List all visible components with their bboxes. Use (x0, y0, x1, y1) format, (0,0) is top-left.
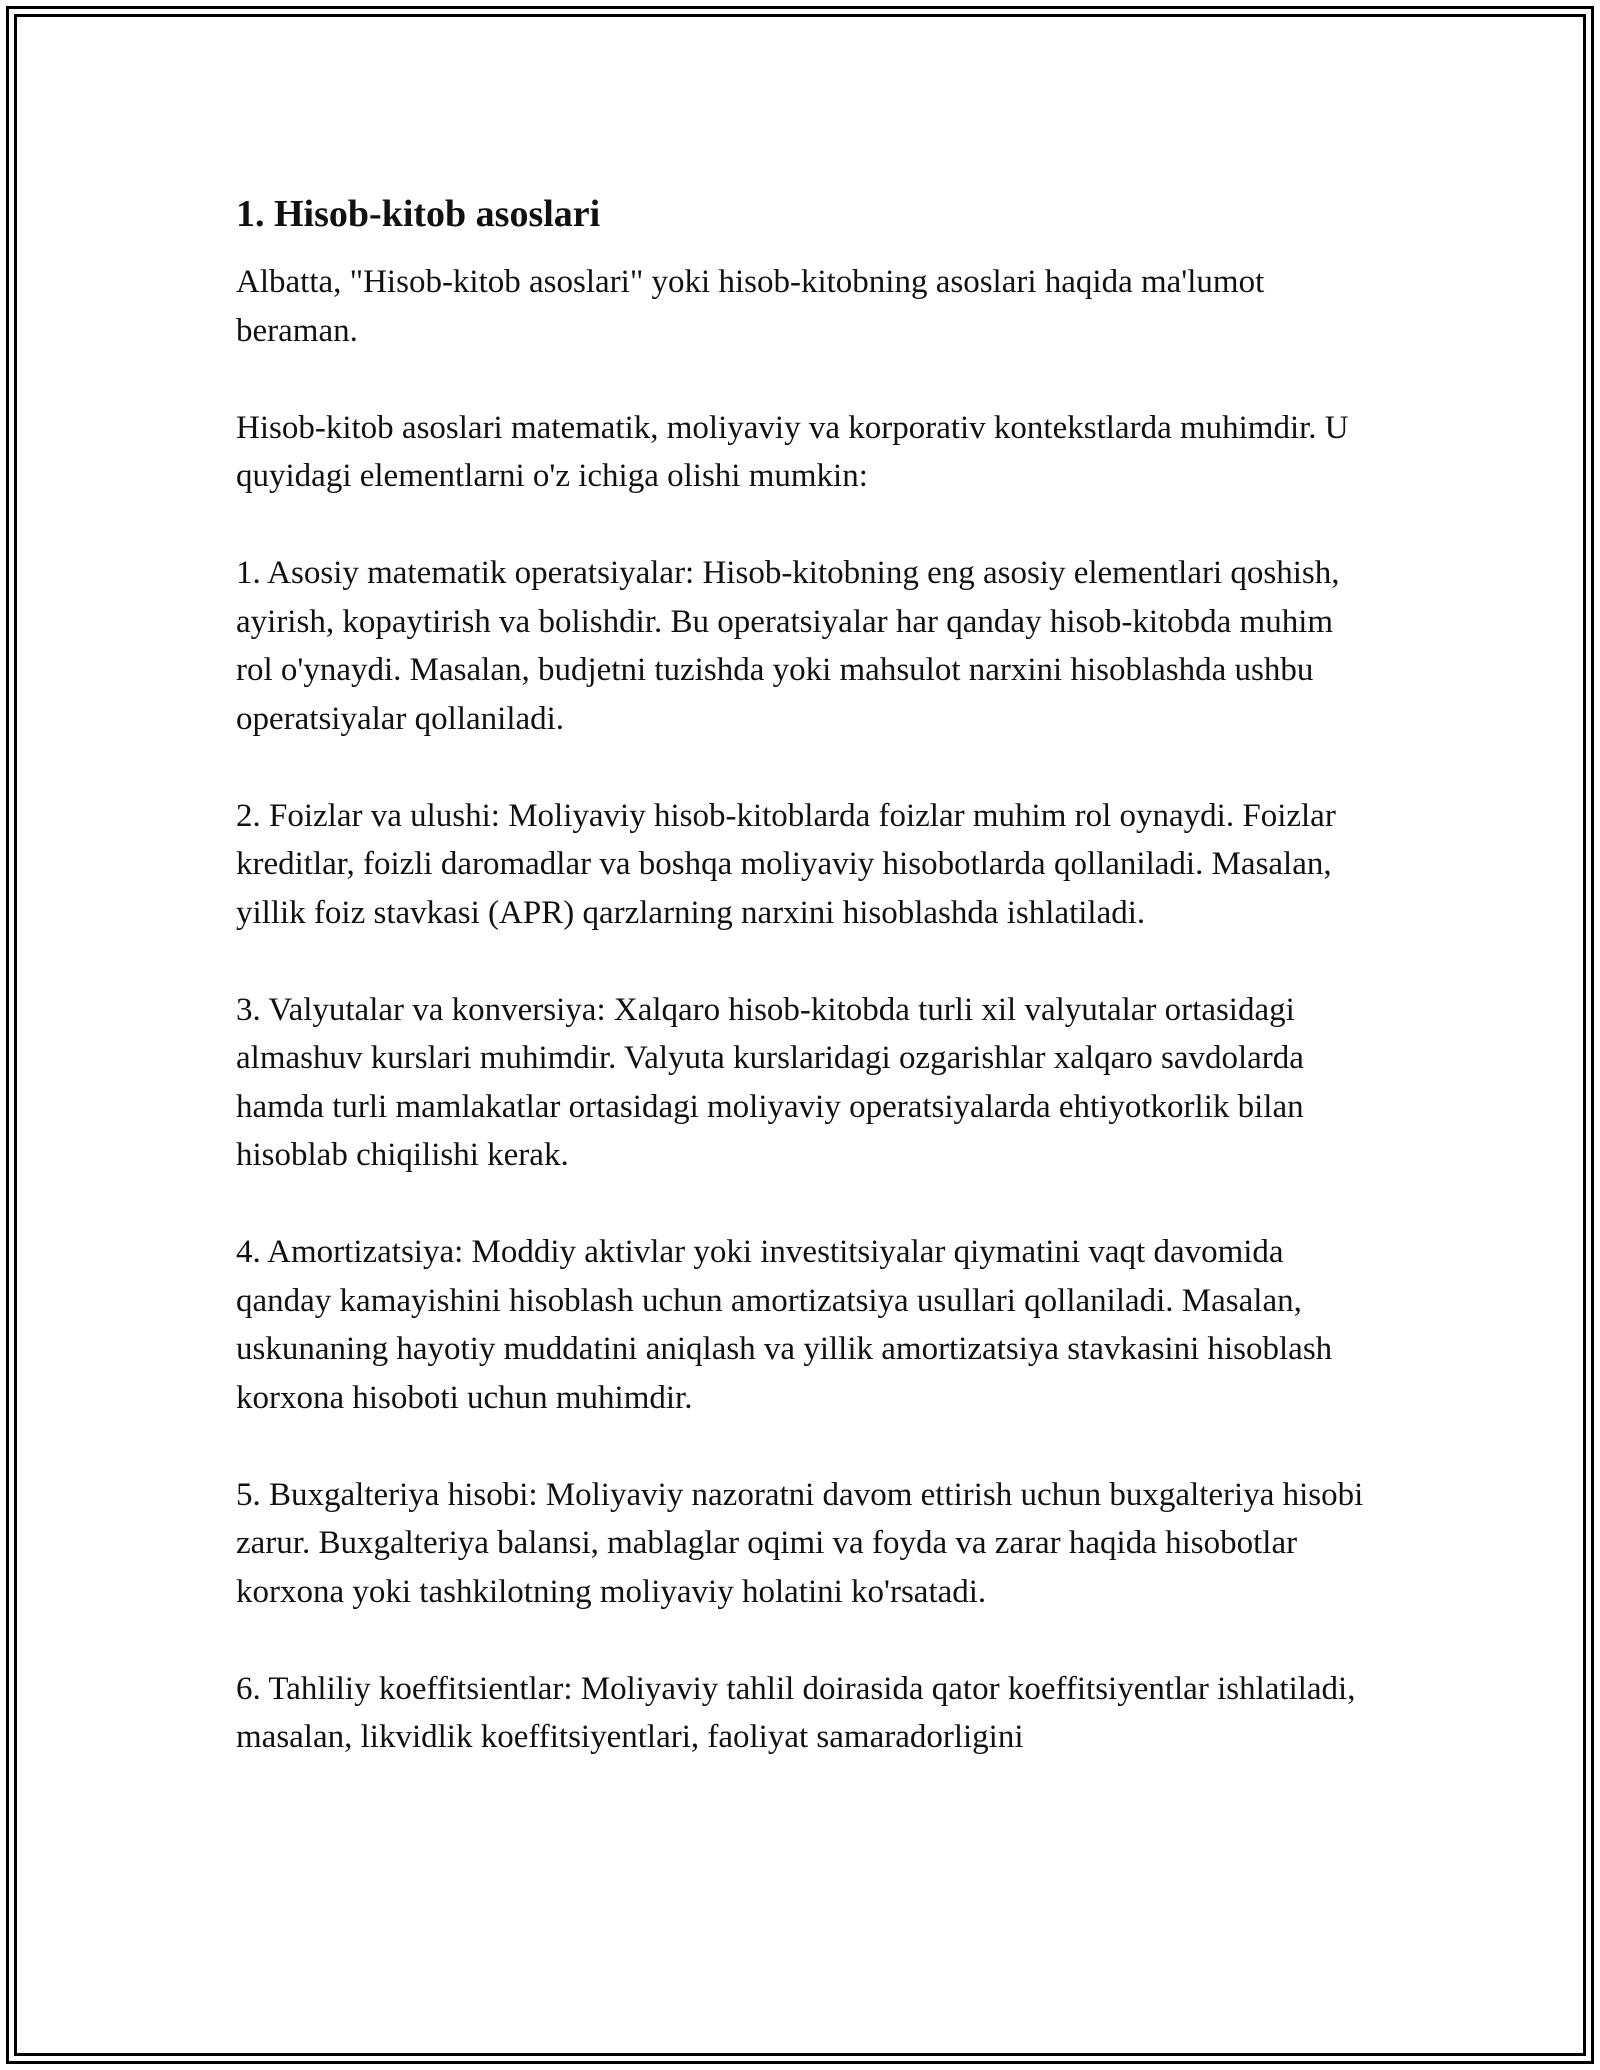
paragraph-item-4: 4. Amortizatsiya: Moddiy aktivlar yoki investitsiyalar qiymatini vaqt davomida qanday kamayishini hisoblash uchun amortizatsiya usullari qollaniladi. Masalan, uskunaning hayotiy muddatini aniqlash va yillik amortizatsiya stavkasini hisoblash korxona hisoboti uchun muhimdir. (236, 1234, 1333, 1416)
paragraph-item-5: 5. Buxgalteriya hisobi: Moliyaviy nazoratni davom ettirish uchun buxgalteriya hisobi zarur. Buxgalteriya balansi, mablaglar oqimi va foyda va zarar haqida hisobotlar korxona yoki tashkilotning moliyaviy holatini ko'rsatadi. (236, 1476, 1364, 1610)
paragraph-item-3: 3. Valyutalar va konversiya: Xalqaro hisob-kitobda turli xil valyutalar ortasidagi almashuv kurslari muhimdir. Valyuta kurslaridagi ozgarishlar xalqaro savdolarda hamda turli mamlakatlar ortasidagi moliyaviy operatsiyalarda ehtiyotkorlik bilan hisoblab chiqilishi kerak. (236, 991, 1304, 1173)
paragraph-intro: Albatta, "Hisob-kitob asoslari" yoki hisob-kitobning asoslari haqida ma'lumot beraman. (236, 264, 1265, 349)
paragraph-item-1: 1. Asosiy matematik operatsiyalar: Hisob-kitobning eng asosiy elementlari qoshish, ayirish, kopaytirish va bolishdir. Bu operatsiyalar har qanday hisob-kitobda muhim rol o'ynaydi. Masalan, budjetni tuzishda yoki mahsulot narxini hisoblashda ushbu operatsiyalar qollaniladi. (236, 555, 1340, 737)
paragraph-item-6: 6. Tahliliy koeffitsientlar: Moliyaviy tahlil doirasida qator koeffitsiyentlar ishlatiladi, masalan, likvidlik koeffitsiyentlari, faoliyat samaradorligini (236, 1670, 1356, 1755)
paragraph-item-2: 2. Foizlar va ulushi: Moliyaviy hisob-kitoblarda foizlar muhim rol oynaydi. Foizlar kreditlar, foizli daromadlar va boshqa moliyaviy hisobotlarda qollaniladi. Masalan, yillik foiz stavkasi (APR) qarzlarning narxini hisoblashda ishlatiladi. (236, 797, 1336, 931)
document-body (236, 190, 1376, 1762)
section-heading: 1. Hisob-kitob asoslari (236, 193, 601, 235)
paragraph-overview: Hisob-kitob asoslari matematik, moliyaviy va korporativ kontekstlarda muhimdir. U quyidagi elementlarni o'z ichiga olishi mumkin: (236, 409, 1349, 494)
